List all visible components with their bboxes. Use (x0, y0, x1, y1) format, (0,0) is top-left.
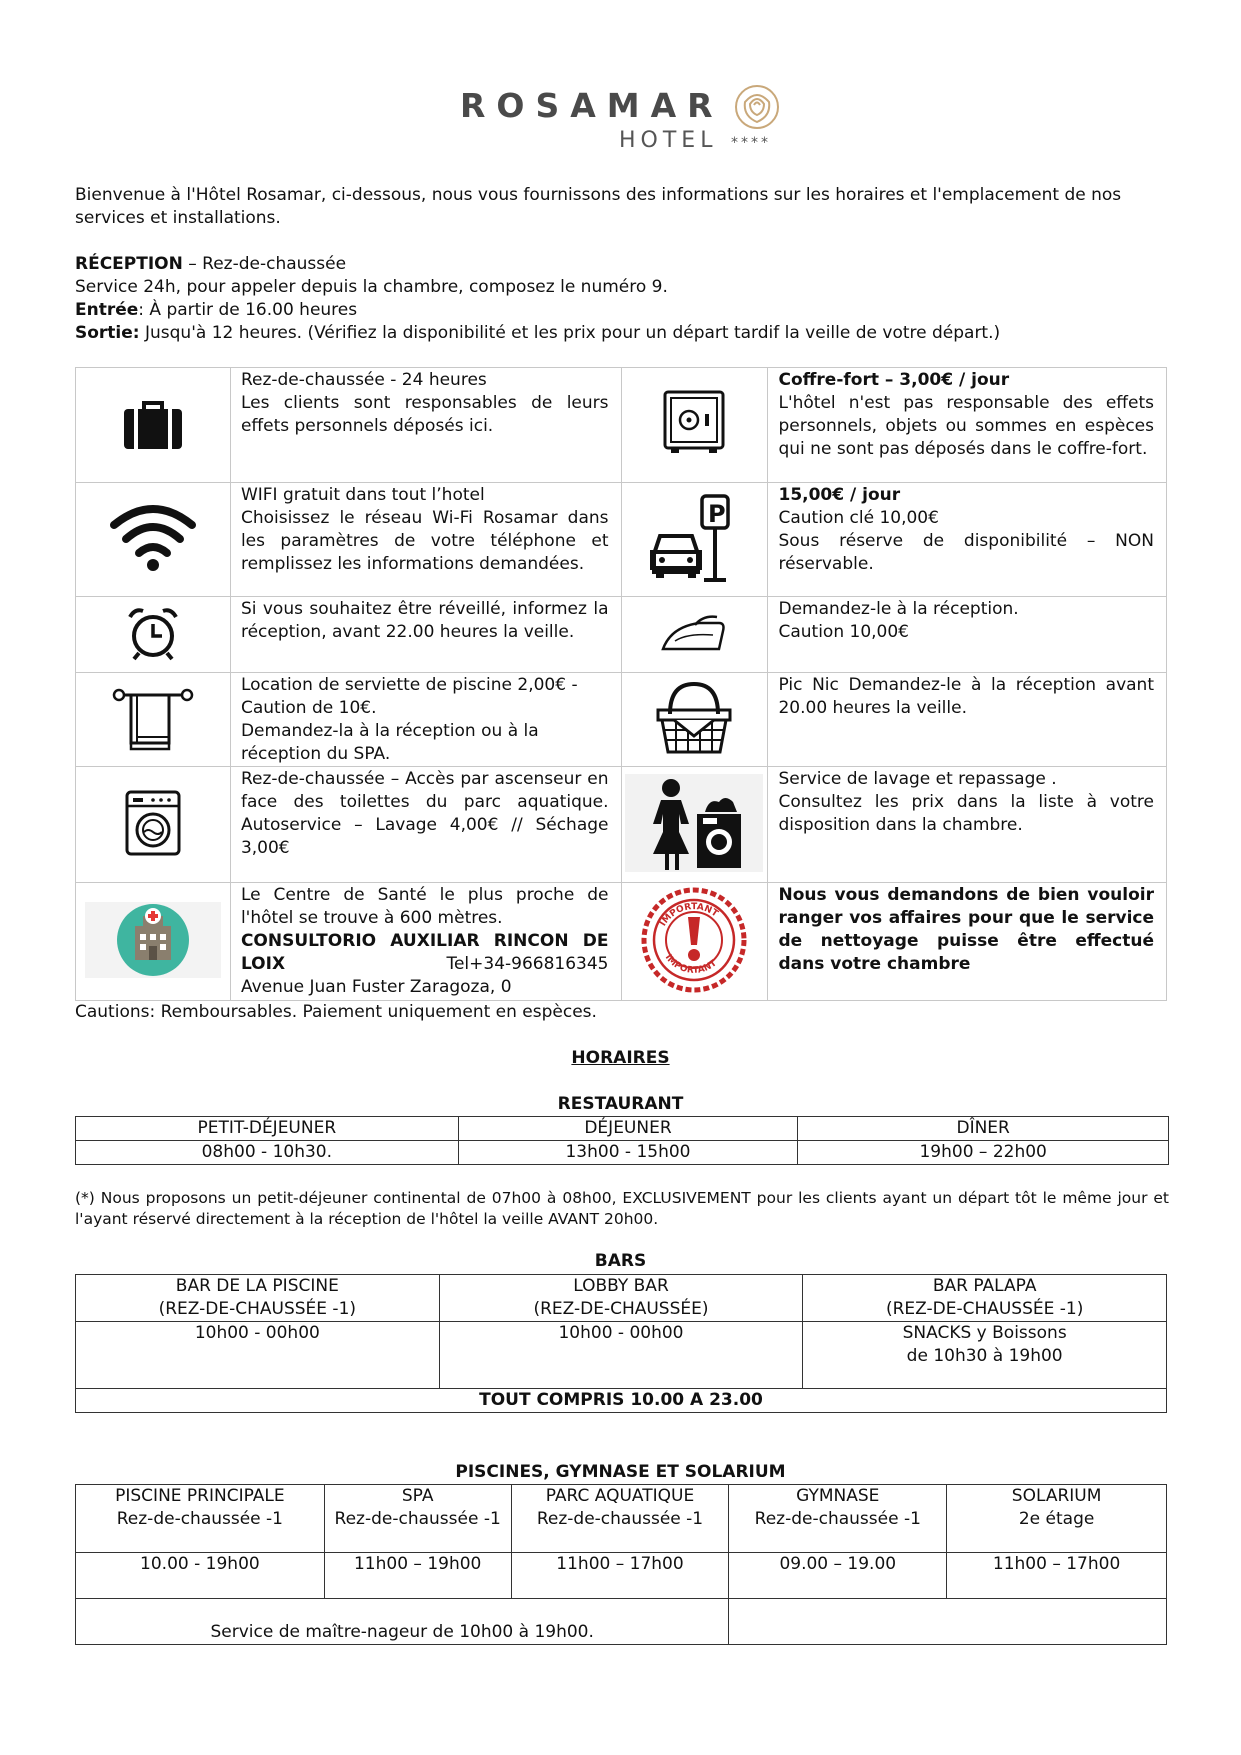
safe-cell-text (768, 368, 1167, 483)
table-header: SOLARIUM 2e étage (947, 1485, 1167, 1553)
washing-text: Service de lavage et repassage . Consultez les prix dans la liste à votre disposition dans la chambre. (768, 767, 1167, 883)
logo-hotel: HOTEL (619, 128, 718, 153)
wifi-text: WIFI gratuit dans tout l’hotel Choisissez le réseau Wi-Fi Rosamar dans les paramètres de votre téléphone et remplissez les informations demandées. (230, 483, 621, 597)
table-header: LOBBY BAR (REZ-DE-CHAUSSÉE) (439, 1275, 803, 1322)
iron-text: Demandez-le à la réception. Caution 10,00€ (768, 597, 1167, 673)
svg-text:P: P (708, 499, 727, 528)
table-header: BAR DE LA PISCINE (REZ-DE-CHAUSSÉE -1) (76, 1275, 440, 1322)
wifi-icon (108, 503, 198, 573)
table-header: PETIT-DÉJEUNER (76, 1117, 459, 1141)
parking-icon (646, 492, 742, 584)
table-row (76, 767, 1167, 883)
important-stamp-icon (639, 885, 749, 995)
table-row (76, 1485, 1167, 1553)
wifi-cell (76, 483, 231, 597)
table-row (76, 1117, 1169, 1141)
reception-block (75, 253, 1175, 345)
table-row (76, 597, 1167, 673)
restaurant-title: RESTAURANT (557, 1094, 684, 1114)
hospital-icon (85, 902, 221, 978)
table-row (76, 673, 1167, 767)
stamp-top-text: IMPORTANT (658, 901, 721, 928)
pools-title: PISCINES, GYMNASE ET SOLARIUM (455, 1462, 786, 1482)
reception-title: RÉCEPTION (75, 254, 183, 274)
table-row (76, 368, 1167, 483)
table-cell: SNACKS y Boissons de 10h30 à 19h00 (803, 1322, 1167, 1389)
parking-title: 15,00€ / jour (778, 485, 901, 505)
picnic-text: Pic Nic Demandez-le à la réception avant 20.00 heures la veille. (768, 673, 1167, 767)
exit-text: Jusqu'à 12 heures. (Vérifiez la disponibilité et les prix pour un départ tardif la veille de votre départ.) (139, 323, 1001, 343)
reception-location: – Rez-de-chaussée (182, 254, 347, 274)
towel-text: Location de serviette de piscine 2,00€ - Caution de 10€. Demandez-la à la réception ou à la réception du SPA. (230, 673, 621, 767)
laundry-cell (76, 767, 231, 883)
table-row (76, 1322, 1167, 1389)
laundry-text: Rez-de-chaussée – Accès par ascenseur en face des toilettes du parc aquatique. Autoservice – Lavage 4,00€ // Séchage 3,00€ (230, 767, 621, 883)
table-cell: 10h00 - 00h00 (439, 1322, 803, 1389)
safe-cell (621, 368, 768, 483)
safe-icon (661, 388, 727, 458)
table-row (76, 1553, 1167, 1599)
alarm-cell (76, 597, 231, 673)
cautions-note: Cautions: Remboursables. Paiement uniquement en espèces. (75, 1002, 597, 1022)
table-row (76, 1389, 1167, 1413)
table-cell: 11h00 – 19h00 (324, 1553, 511, 1599)
horaires-title: HORAIRES (571, 1048, 670, 1068)
table-cell: 11h00 – 17h00 (947, 1553, 1167, 1599)
picnic-basket-icon (654, 680, 734, 756)
logo-word: ROSAMAR (460, 86, 724, 125)
parking-cell (621, 483, 768, 597)
table-cell: 09.00 – 19.00 (729, 1553, 947, 1599)
breakfast-note: (*) Nous proposons un petit-déjeuner continental de 07h00 à 08h00, EXCLUSIVEMENT pour les clients ayant un départ tôt le même jour et l'ayant réservé directement à la réception de l'hôtel la veille AVANT 20h00. (75, 1189, 1169, 1228)
parking-text: Caution clé 10,00€ Sous réserve de disponibilité – NON réservable. (778, 508, 1154, 574)
empty-cell (729, 1599, 1167, 1645)
stamp-bottom-text: IMPORTANT (663, 952, 720, 976)
washing-machine-icon (123, 788, 183, 858)
services-table (75, 367, 1167, 1001)
health-address: Avenue Juan Fuster Zaragoza, 0 (240, 977, 512, 997)
laundry-service-icon (625, 774, 763, 872)
health-cell-text (230, 883, 621, 1001)
entry-text: : À partir de 16.00 heures (138, 300, 358, 320)
lifeguard-cell: Service de maître-nageur de 10h00 à 19h00. (76, 1599, 729, 1645)
table-cell: 19h00 – 22h00 (798, 1141, 1169, 1165)
alarm-clock-icon (125, 605, 181, 661)
towel-cell (76, 673, 231, 767)
table-header: BAR PALAPA (REZ-DE-CHAUSSÉE -1) (803, 1275, 1167, 1322)
intro-text: Bienvenue à l'Hôtel Rosamar, ci-dessous, nous vous fournissons des informations sur les horaires et l'emplacement de nos services et installations. (75, 185, 1122, 228)
exit-label: Sortie: (75, 323, 140, 343)
bars-title: BARS (594, 1251, 647, 1271)
towel-icon (111, 685, 195, 751)
table-header: PISCINE PRINCIPALE Rez-de-chaussée -1 (76, 1485, 325, 1553)
table-row (76, 883, 1167, 1001)
entry-label: Entrée (75, 300, 139, 320)
safe-title: Coffre-fort – 3,00€ / jour (778, 370, 1010, 390)
washing-cell (621, 767, 768, 883)
table-row (76, 1599, 1167, 1645)
luggage-cell (76, 368, 231, 483)
bars-footer: TOUT COMPRIS 10.00 A 23.00 (76, 1389, 1167, 1413)
health-center-label: CONSULTORIO AUXILIAR RINCON DE LOIX (240, 931, 609, 974)
table-header: PARC AQUATIQUE Rez-de-chaussée -1 (511, 1485, 729, 1553)
table-cell: 11h00 – 17h00 (511, 1553, 729, 1599)
rose-icon (731, 82, 783, 132)
safe-text: L'hôtel n'est pas responsable des effets personnels, objets ou sommes en espèces qui ne sont pas déposés dans le coffre-fort. (778, 393, 1154, 459)
health-cell (76, 883, 231, 1001)
iron-icon (659, 611, 729, 655)
table-header: DÉJEUNER (458, 1117, 798, 1141)
logo-stars: **** (731, 135, 771, 151)
table-cell: 10h00 - 00h00 (76, 1322, 440, 1389)
table-row (76, 483, 1167, 597)
luggage-icon (118, 393, 188, 453)
restaurant-table (75, 1116, 1169, 1165)
picnic-cell (621, 673, 768, 767)
health-tel: Tel+34-966816345 (446, 954, 609, 974)
table-row (76, 1141, 1169, 1165)
important-text: Nous vous demandons de bien vouloir ranger vos affaires pour que le service de nettoyage puisse être effectué dans votre chambre (768, 883, 1167, 1001)
iron-cell (621, 597, 768, 673)
table-cell: 10.00 - 19h00 (76, 1553, 325, 1599)
parking-cell-text (768, 483, 1167, 597)
table-row (76, 1275, 1167, 1322)
reception-line: Service 24h, pour appeler depuis la chambre, composez le numéro 9. (75, 277, 668, 297)
luggage-text: Rez-de-chaussée - 24 heures Les clients sont responsables de leurs effets personnels déposés ici. (230, 368, 621, 483)
important-cell (621, 883, 768, 1001)
alarm-text: Si vous souhaitez être réveillé, informez la réception, avant 22.00 heures la veille. (230, 597, 621, 673)
table-header: SPA Rez-de-chaussée -1 (324, 1485, 511, 1553)
pools-table (75, 1484, 1167, 1645)
table-header: DÎNER (798, 1117, 1169, 1141)
health-text: Le Centre de Santé le plus proche de l'hôtel se trouve à 600 mètres. (240, 885, 609, 928)
table-header: GYMNASE Rez-de-chaussée -1 (729, 1485, 947, 1553)
table-cell: 08h00 - 10h30. (76, 1141, 459, 1165)
table-cell: 13h00 - 15h00 (458, 1141, 798, 1165)
bars-table (75, 1274, 1167, 1413)
